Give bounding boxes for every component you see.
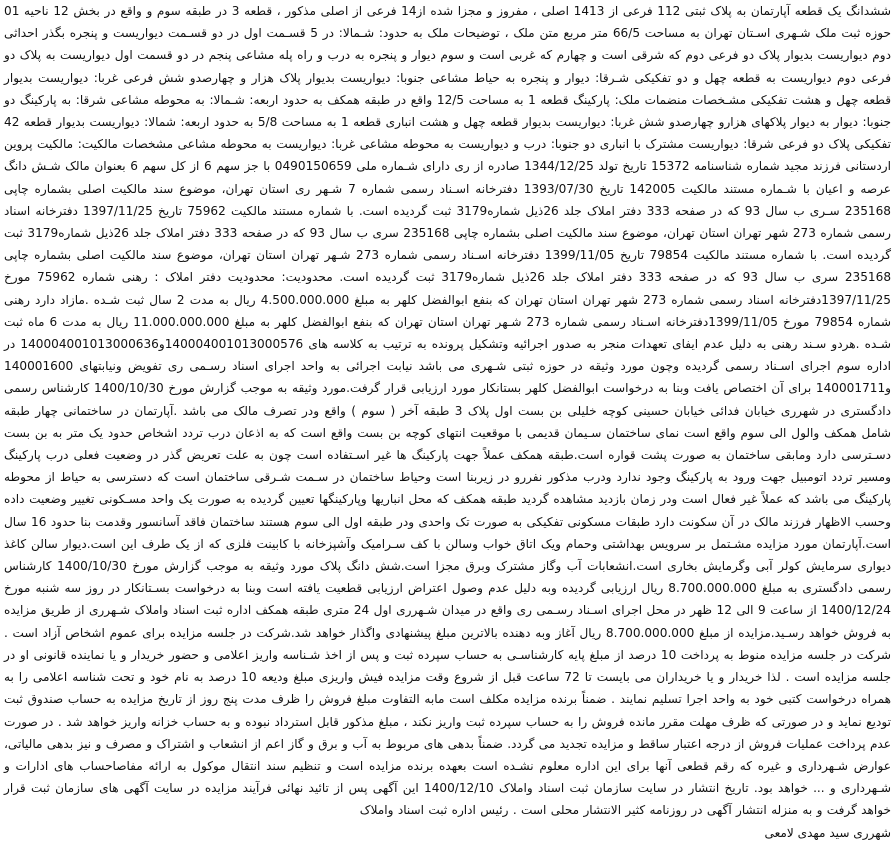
notice-signature: شهرری سید مهدی لامعی — [764, 825, 891, 840]
auction-notice-body: ششدانگ یک قطعه آپارتمان به پلاک ثبتی 112 فرعی از 1413 اصلی ، مفروز و مجزا شده از14 فرعی از اصلی مذکور ، قطعه 3 در طبقه سوم و واقع در بخش 12 ناحیه 01 حوزه ثبت ملک شـهری اسـتان تهران به مساحت 66/5 متر مربع متن ملک ، توضیحات ملک به حدود: شـمالا: در 5 قسـمت اول در دو قسـمت دیواریست و پنجره بگذر احداثی دوم دیواریست بدیوار پلاک دو فرعی دوم که شرقی است و چهارم که غربی است و سوم دیوار و پنجره به درب و راه پله مشاعی پنجم در دو قسمت اول دیواریست به پلاک دو فرعی دوم دیواریست به قطعه چهل و دو تفکیکی شـرقا: دیوار و پنجره به حیاط مشاعی جنوبا: دیواریست بدیوار پلاک هزار و چهارصدو شش فرعی غربا: دیواریست بدیوار قطعه چهل و هشت تفکیکی مشـخصات منضمات ملک: پارکینگ قطعه 1 به مساحت 12/5 واقع در طبقه همکف به حدود اربعه: شـمالا: به محوطه مشاعی شرقا: به پارکینگ دو جنوبا: دیوار به دیوار پلاکهای هزارو چهارصدو شش غربا: دیواریست بدیوار قطعه چهل و هشت انباری قطعه 1 به مساحت 5/8 به حدود اربعه: شمالا: دیواریست بدیوار قطعه 42 تفکیکی پلاک دو فرعی شرقا: دیواریست مشترک با انباری دو جنوبا: درب و دیواریست به محوطه مشاعی غربا: دیواریست به محوطه مشاعی مشخصات مالکیت: مالکیت پروین اردستانی فرزند مجید شماره شناسنامه 15372 تاریخ تولد 1344/12/25 صادره از ری دارای شـماره ملی 0490150659 با جز سهم 6 از کل سهم 6 بعنوان مالک شـش دانگ عرصه و اعیان با شـماره مستند مالکیت 142005 تاریخ 1393/07/30 دفترخانه اسـناد رسمی شماره 7 شـهر ری استان تهران، موضوع سند مالکیت اصلی بشماره چاپی 235168 سـری ب سال 93 که در صفحه 333 دفتر املاک جلد 26ذیل شماره3179 ثبت گردیده است. با شماره مستند مالکیت 75962 تاریخ 1397/11/25 دفترخانه اسناد رسمی شماره 273 شهر تهران استان تهران، موضوع سند مالکیت اصلی بشماره چاپی 235168 سری ب سال 93 که در صفحه 333 دفتر املاک جلد 26ذیل شماره3179 ثبت گردیده است. با شماره مستند مالکیت 79854 تاریخ 1399/11/05 دفترخانه اسـناد رسمی شماره 273 شـهر تهران استان تهران، موضوع سند مالکیت اصلی بشماره چاپی 235168 سری ب سال 93 که در صفحه 333 دفتر املاک جلد 26ذیل شماره3179 ثبت گردیده است. محدودیت: محدودیت دفتر املاک : رهنی شماره 75962 مورخ 1397/11/25دفترخانه اسناد رسمی شماره 273 شهر تهران استان تهران که بنفع ابوالفضل کلهر به مبلغ 4.500.000.000 ریال به مدت 2 سال ثبت شـده .مازاد دارد رهنی شماره 79854 مورخ 1399/11/05دفترخانه اسـناد رسمی شماره 273 شـهر تهران استان تهران که بنفع ابوالفضل کلهر به مبلغ 11.000.000.000 ریال به مدت 6 ماه ثبت شـده .هردو سـند رهنی به دلیل عدم ایفای تعهدات منجر به صدور اجرائیه وتشکیل پرونده به ترتیب به کلاسه های 140004001013000576و140004001013000636 در اداره سوم اجرای اسـناد رسمی گردیده وچون مورد وثیقه در حوزه ثبتی شـهری می باشد نیابت اجرائی به واحد اجرای اسناد رسـمی ری تفویض ونیابتهای 140001600 و140001711 برای آن اختصاص یافت وبنا به درخواست ابوالفضل کلهر بستانکار مورد ارزیابی قرار گرفت.مورد وثیقه به موجب گزارش مورخ 1400/10/30 کارشناس رسمی دادگستری در شهرری خیابان فدائی خیابان حسینی کوچه خلیلی بن بست اول پلاک 3 طبقه آخر ( سوم ) واقع ودر تصرف مالک می باشد .آپارتمان در ساختمانی چهار طبقه شامل همکف والول الی سوم واقع است نمای ساختمان سـیمان قدیمی با موقعیت انتهای کوچه بن بست واقع است که به اذعان درب تردد اشخاص حدود یک متر به بن بست دسـترسی دارد ومابقی ساختمان به صورت پشت قواره است.طبقه همکف عملاً جهت پارکینگ ها غیر اسـتفاده است چون به علت تعریض گذر در وضعیت فعلی درب پارکینگ ومسیر تردد اتومبیل جهت ورود به پارکینگ وجود ندارد ودرب مذکور نفررو در زیربنا است وحیاط ساختمان در سـمت شـرقی ساختمان است که دسترسی به حیاط از محوطه پارکینگ می باشد که عملاً غیر فعال است ودر زمان بازدید مشاهده گردید طبقه همکف که محل انباریها وپارکینگها تعیین گردیده به صورت یک واحد مسـکونی تغییر وضعیت داده وحسب الاظهار فرزند مالک در آن سکونت دارد طبقات مسکونی تفکیکی به صورت تک واحدی ودر طبقه اول الی سوم هستند ساختمان فاقد آسانسور وقدمت بنا حدود 16 سال است.آپارتمان مورد مزایده مشـتمل بر سرویس بهداشتی وحمام ویک اتاق خواب وسالن با کف سـرامیک وآشپزخانه با کابینت فلزی که از یک طرف این است.دیوار سالن کاغذ دیواری سرمایش کولر آبی وگرمایش بخاری است.انشعابات آب وگاز مشترک وبرق مجزا است.شش دانگ پلاک مورد وثیقه به موجب گزارش مورخ 1400/10/30 کارشناس رسمی دادگستری به مبلغ 8.700.000.000 ریال ارزیابی گردیده وبه دلیل عدم وصول اعتراض ارزیابی قطعیت یافته است وبنا به درخواست بسـتانکار در روز سه شنبه مورخ 1400/12/24 از ساعت 9 الی 12 ظهر در محل اجرای اسـناد رسـمی ری واقع در میدان شـهرری اول 24 متری طبقه همکف اداره ثبت اسناد واملاک شـهرری از طریق مزایده به فروش خواهد رسـید.مزایده از مبلغ 8.700.000.000 ریال آغاز وبه دهنده بالاترین مبلغ پیشنهادی واگذار خواهد شد.شرکت در جلسه مزایده برای عموم اشخاص آزاد است . شرکت در جلسه مزایده منوط به پرداخت 10 درصد از مبلغ پایه کارشناسـی به حساب سپرده ثبت و پس از اخذ شـناسه واریز اعلامی و حضور خریدار و یا نماینده قانونی او در جلسه مزایده است . لذا خریدار و یا خریداران می بایست تا 72 ساعت قبل از شروع وقت مزایده فیش واریزی مبلغ ودیعه 10 درصد به نام خود و تحت شناسه اعلامی را به همراه درخواست کتبی خود به واحد اجرا تسلیم نمایند . ضمناً برنده مزایده مکلف است مابه التفاوت مبلغ فروش را ظرف مدت پنج روز از تاریخ مزایده به حساب صندوق ثبت تودیع نماید و در صورتی که ظرف مهلت مقرر مانده فروش را به حساب سپرده ثبت واریز نکند ، مبلغ مذکور قابل استرداد نبوده و به حساب خزانه واریز خواهد شد . در صورت عدم پرداخت عملیات فروش از درجه اعتبار ساقط و مزایده تجدید می گردد. ضمناً بدهی های مربوط به آب و برق و گاز اعم از انشعاب و اشتراک و مصرف و نیز بدهی مالیاتی، عوارض شـهرداری و غیره که رقم قطعی آنها برای این اداره معلوم نشـده است بعهده برنده مزایده است و تنظیم سند انتقال موکول به ارائه مفاصاحساب های ادارات و شـهرداری و ... خواهد بود. تاریخ انتشار در سایت سازمان ثبت اسناد واملاک 1400/12/10 این آگهی پس از تائید نهائی فرآیند مزایده در سایت آگهی های سازمان ثبت قرار خواهد گرفت و به منزله انتشار آگهی در روزنامه کثیر الانتشار محلی است . رئیس اداره ثبت اسناد واملاک — [4, 4, 892, 818]
